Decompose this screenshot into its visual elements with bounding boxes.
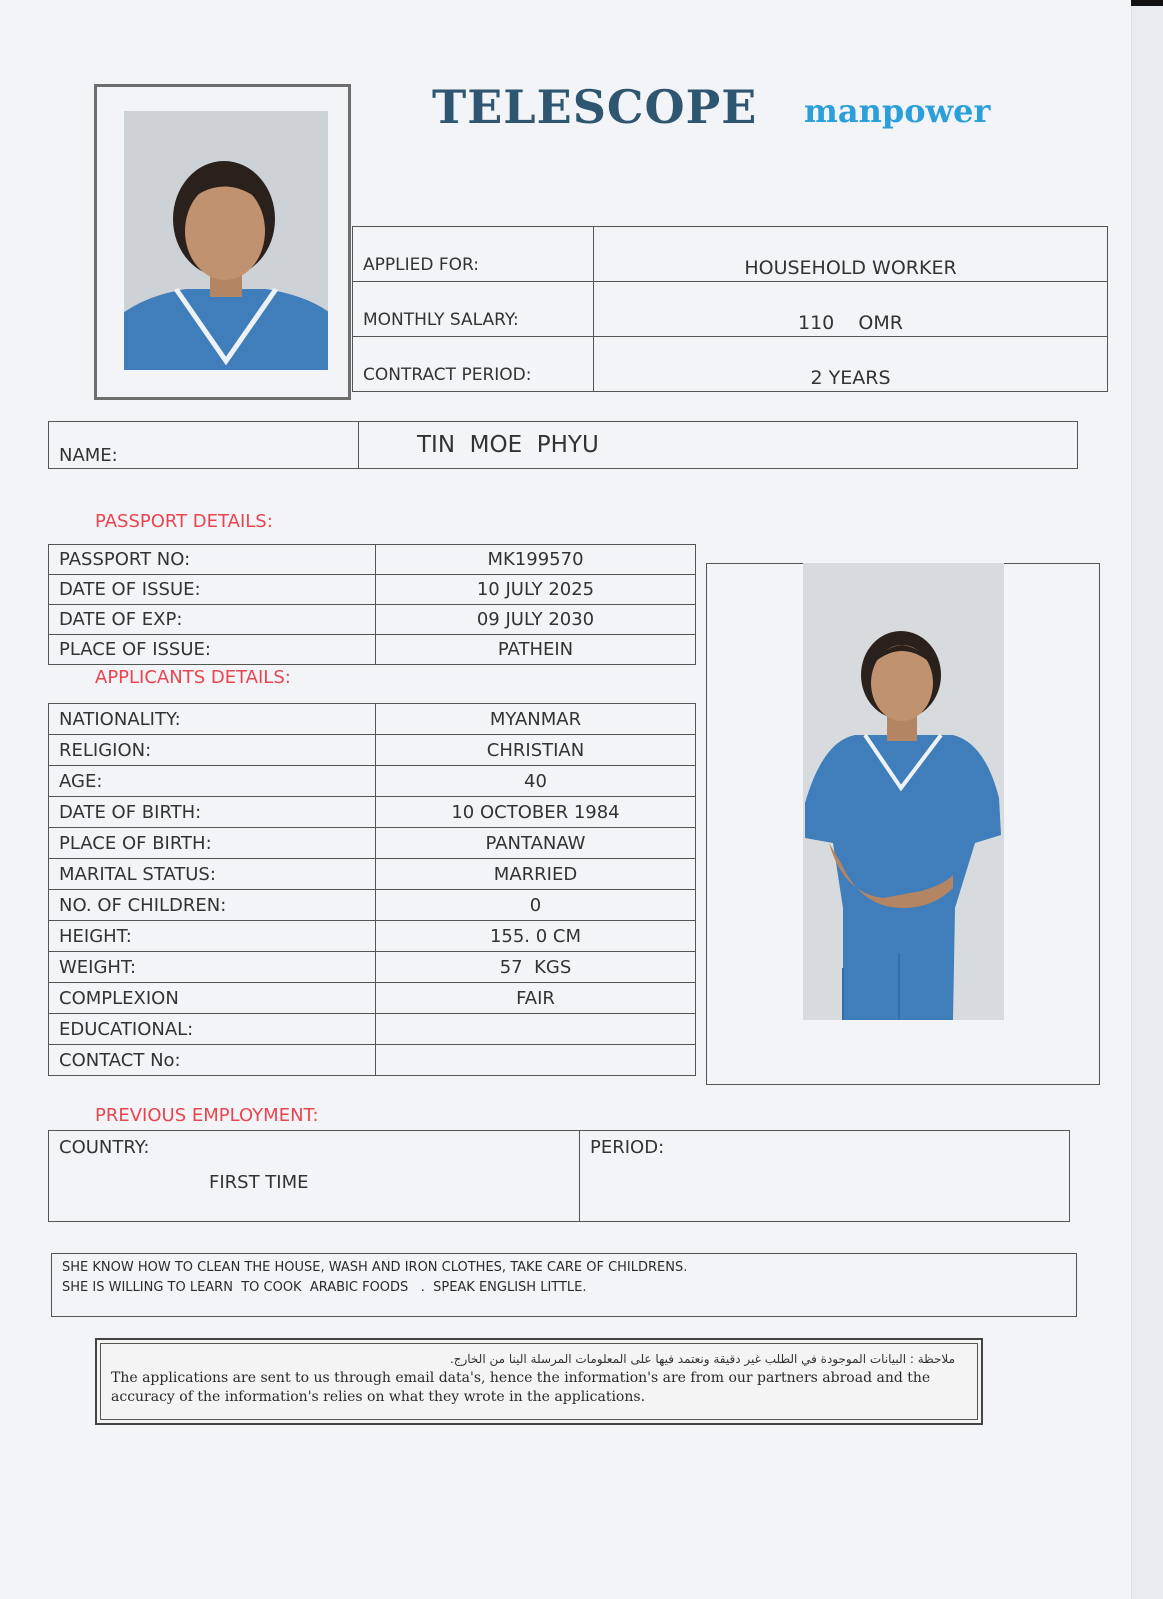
disclaimer-inner xyxy=(100,1343,978,1420)
date-of-exp-value: 09 JULY 2030 xyxy=(376,605,696,635)
table-row xyxy=(49,704,696,735)
full-body-photo xyxy=(803,563,1004,1020)
applied-for-value: HOUSEHOLD WORKER xyxy=(594,227,1108,282)
complexion-label: COMPLEXION xyxy=(49,983,376,1014)
scan-edge-mark xyxy=(1131,0,1163,6)
date-of-birth-value: 10 OCTOBER 1984 xyxy=(376,797,696,828)
table-row xyxy=(49,921,696,952)
applicant-details-table xyxy=(48,703,696,1076)
applicant-details-heading: APPLICANTS DETAILS: xyxy=(95,667,291,688)
period-label: PERIOD: xyxy=(590,1137,665,1158)
educational-label: EDUCATIONAL: xyxy=(49,1014,376,1045)
monthly-salary-value: 110 OMR xyxy=(594,282,1108,337)
disclaimer-box xyxy=(95,1338,983,1425)
complexion-value: FAIR xyxy=(376,983,696,1014)
table-row xyxy=(49,766,696,797)
passport-no-label: PASSPORT NO: xyxy=(49,545,376,575)
disclaimer-english: The applications are sent to us through email data's, hence the information's are from our partners abroad and the accuracy of the information's relies on what they wrote in the applications. xyxy=(111,1370,931,1405)
contract-period-label: CONTRACT PERIOD: xyxy=(353,337,594,392)
weight-value: 57 KGS xyxy=(376,952,696,983)
place-of-birth-value: PANTANAW xyxy=(376,828,696,859)
table-row xyxy=(49,545,696,575)
period-cell xyxy=(580,1131,1070,1222)
table-row xyxy=(49,828,696,859)
table-row xyxy=(353,227,1108,282)
age-value: 40 xyxy=(376,766,696,797)
note-line: SHE KNOW HOW TO CLEAN THE HOUSE, WASH AND IRON CLOTHES, TAKE CARE OF CHILDRENS. xyxy=(62,1260,688,1275)
religion-label: RELIGION: xyxy=(49,735,376,766)
date-of-birth-label: DATE OF BIRTH: xyxy=(49,797,376,828)
date-of-issue-label: DATE OF ISSUE: xyxy=(49,575,376,605)
table-row xyxy=(49,635,696,665)
table-row xyxy=(49,735,696,766)
country-cell xyxy=(49,1131,580,1222)
note-line: SHE IS WILLING TO LEARN TO COOK ARABIC FOODS . SPEAK ENGLISH LITTLE. xyxy=(62,1280,587,1295)
previous-employment-table xyxy=(48,1130,1070,1222)
table-row xyxy=(49,890,696,921)
no-of-children-value: 0 xyxy=(376,890,696,921)
skills-notes xyxy=(51,1253,1077,1317)
job-details-table xyxy=(352,226,1108,392)
contact-no-label: CONTACT No: xyxy=(49,1045,376,1076)
table-row xyxy=(49,983,696,1014)
table-row xyxy=(49,1045,696,1076)
place-of-birth-label: PLACE OF BIRTH: xyxy=(49,828,376,859)
height-value: 155. 0 CM xyxy=(376,921,696,952)
contract-period-value: 2 YEARS xyxy=(594,337,1108,392)
name-table xyxy=(48,421,1078,469)
brand-tagline: manpower xyxy=(804,92,991,130)
applicant-name: TIN MOE PHYU xyxy=(359,422,1078,469)
table-row xyxy=(49,605,696,635)
date-of-issue-value: 10 JULY 2025 xyxy=(376,575,696,605)
educational-value xyxy=(376,1014,696,1045)
scan-edge-strip xyxy=(1131,0,1163,1599)
applied-for-label: APPLIED FOR: xyxy=(353,227,594,282)
marital-status-label: MARITAL STATUS: xyxy=(49,859,376,890)
age-label: AGE: xyxy=(49,766,376,797)
name-label: NAME: xyxy=(49,422,359,469)
table-row xyxy=(49,1014,696,1045)
brand-name: TELESCOPE xyxy=(432,80,758,134)
country-value: FIRST TIME xyxy=(209,1172,309,1193)
passport-details-heading: PASSPORT DETAILS: xyxy=(95,511,273,532)
previous-employment-heading: PREVIOUS EMPLOYMENT: xyxy=(95,1105,319,1126)
no-of-children-label: NO. OF CHILDREN: xyxy=(49,890,376,921)
nationality-value: MYANMAR xyxy=(376,704,696,735)
passport-details-table xyxy=(48,544,696,665)
contact-no-value xyxy=(376,1045,696,1076)
table-row xyxy=(49,575,696,605)
table-row xyxy=(353,282,1108,337)
weight-label: WEIGHT: xyxy=(49,952,376,983)
table-row xyxy=(49,859,696,890)
table-row xyxy=(353,337,1108,392)
place-of-issue-value: PATHEIN xyxy=(376,635,696,665)
country-label: COUNTRY: xyxy=(59,1137,150,1158)
disclaimer-arabic: ملاحظة : البيانات الموجودة في الطلب غير دقيقة ونعتمد فيها على المعلومات المرسلة الينا من الخارج. xyxy=(449,1352,955,1366)
table-row xyxy=(49,1131,1070,1222)
place-of-issue-label: PLACE OF ISSUE: xyxy=(49,635,376,665)
passport-no-value: MK199570 xyxy=(376,545,696,575)
marital-status-value: MARRIED xyxy=(376,859,696,890)
height-label: HEIGHT: xyxy=(49,921,376,952)
nationality-label: NATIONALITY: xyxy=(49,704,376,735)
date-of-exp-label: DATE OF EXP: xyxy=(49,605,376,635)
monthly-salary-label: MONTHLY SALARY: xyxy=(353,282,594,337)
religion-value: CHRISTIAN xyxy=(376,735,696,766)
table-row xyxy=(49,422,1078,469)
portrait-photo xyxy=(124,111,328,370)
table-row xyxy=(49,952,696,983)
table-row xyxy=(49,797,696,828)
